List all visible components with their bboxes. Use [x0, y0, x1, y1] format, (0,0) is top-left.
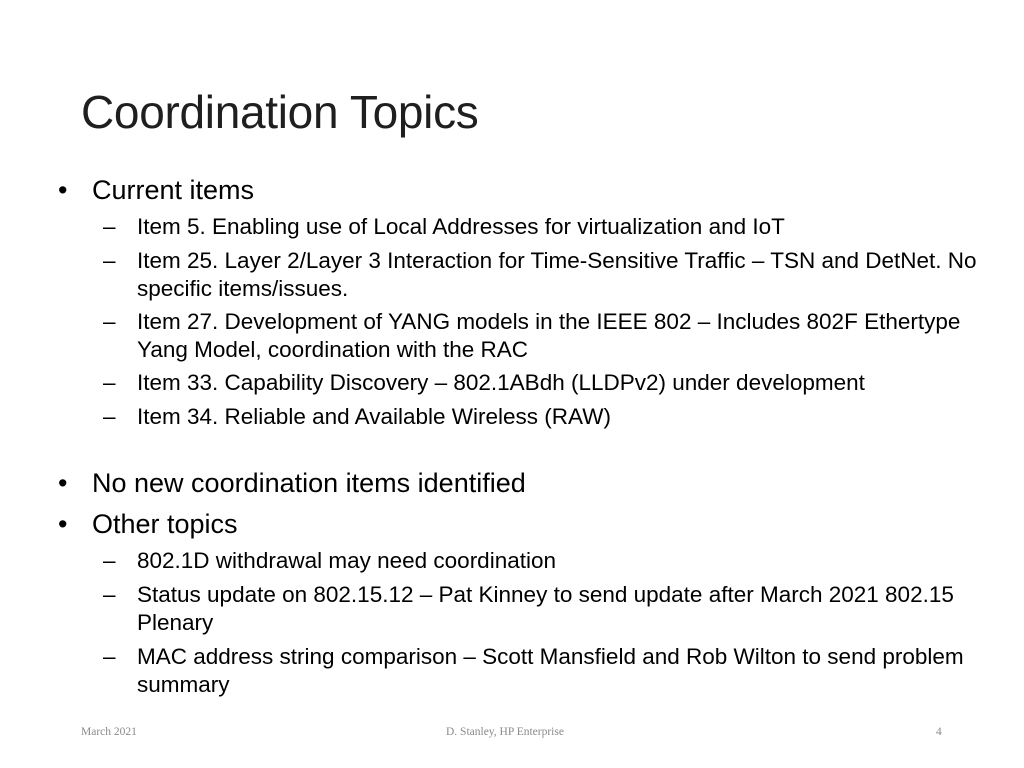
sub-item-current-2	[103, 308, 998, 364]
bullet-label: No new coordination items identified	[92, 468, 526, 498]
bullet-no-new-items	[58, 467, 526, 499]
sub-item-other-2	[103, 643, 998, 699]
sub-item-text: 802.1D withdrawal may need coordination	[137, 548, 556, 573]
sub-item-current-0	[103, 213, 998, 241]
bullet-label: Other topics	[92, 509, 238, 539]
dash-icon: –	[103, 309, 116, 334]
sub-item-other-1	[103, 581, 998, 637]
bullet-other-topics	[58, 508, 238, 540]
dash-icon: –	[103, 582, 116, 607]
slide-title: Coordination Topics	[81, 86, 479, 138]
sub-item-text: Item 34. Reliable and Available Wireless (RAW)	[137, 404, 611, 429]
dash-icon: –	[103, 644, 116, 669]
bullet-icon: •	[58, 468, 68, 498]
footer-date: March 2021	[81, 726, 137, 738]
sub-item-text: Status update on 802.15.12 – Pat Kinney to send update after March 2021 802.15 Plenary	[137, 582, 954, 635]
sub-item-current-3	[103, 369, 998, 397]
bullet-icon: •	[58, 509, 68, 539]
sub-item-current-4	[103, 403, 998, 431]
bullet-icon: •	[58, 175, 68, 205]
sub-item-current-1	[103, 247, 998, 303]
sub-item-text: Item 5. Enabling use of Local Addresses for virtualization and IoT	[137, 214, 785, 239]
sub-item-other-0	[103, 547, 998, 575]
dash-icon: –	[103, 370, 116, 395]
sub-item-text: Item 33. Capability Discovery – 802.1ABdh (LLDPv2) under development	[137, 370, 865, 395]
dash-icon: –	[103, 214, 116, 239]
bullet-current-items	[58, 174, 254, 206]
sub-item-text: Item 27. Development of YANG models in the IEEE 802 – Includes 802F Ethertype Yang Model, coordination with the RAC	[137, 309, 961, 362]
sub-item-text: MAC address string comparison – Scott Mansfield and Rob Wilton to send problem summary	[137, 644, 964, 697]
footer-author: D. Stanley, HP Enterprise	[446, 726, 564, 738]
sub-item-text: Item 25. Layer 2/Layer 3 Interaction for Time-Sensitive Traffic – TSN and DetNet. No specific items/issues.	[137, 248, 977, 301]
bullet-label: Current items	[92, 175, 255, 205]
dash-icon: –	[103, 404, 116, 429]
dash-icon: –	[103, 548, 116, 573]
dash-icon: –	[103, 248, 116, 273]
footer-page-number: 4	[936, 726, 942, 738]
